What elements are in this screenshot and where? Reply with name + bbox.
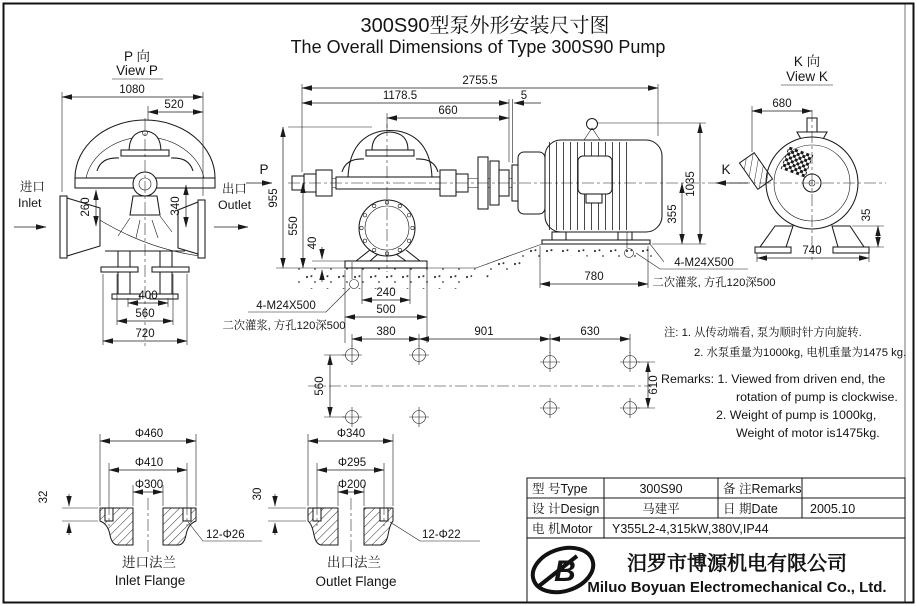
tb-motor-value: Y355L2-4,315kW,380V,IP44 bbox=[612, 522, 769, 536]
dim-35: 35 bbox=[861, 208, 873, 222]
dim-total-length: 2755.5 bbox=[462, 75, 498, 87]
tb-type-label: 型 号Type bbox=[532, 482, 588, 496]
drawing-title bbox=[291, 14, 666, 57]
dim-vp-520: 520 bbox=[164, 99, 184, 111]
dim-610-plan: 610 bbox=[648, 375, 660, 395]
view-p-label-zh: P 向 bbox=[123, 49, 151, 64]
tb-remarks-label: 备 注Remarks bbox=[723, 482, 802, 496]
view-p-label-en: View P bbox=[116, 63, 158, 78]
view-p-drawing bbox=[60, 118, 372, 348]
outlet-flange-section bbox=[308, 498, 393, 553]
dim-955: 955 bbox=[268, 188, 280, 208]
grout-left-1: 4-M24X500 bbox=[256, 300, 316, 312]
dim-vp-260: 260 bbox=[80, 197, 92, 217]
dim-550: 550 bbox=[288, 216, 300, 236]
view-k-drawing bbox=[738, 110, 886, 260]
dim-1035: 1035 bbox=[685, 171, 697, 197]
dim-gap-5: 5 bbox=[520, 90, 528, 102]
dim-vp-720: 720 bbox=[135, 328, 155, 340]
dim-inlet-bore: Φ300 bbox=[134, 479, 164, 491]
logo-letter: B bbox=[554, 555, 576, 588]
dim-vp-560: 560 bbox=[135, 308, 155, 320]
view-k-label-en: View K bbox=[786, 69, 828, 84]
inlet-holes-label: 12-Φ26 bbox=[206, 529, 245, 541]
foundation-concrete bbox=[276, 244, 664, 289]
grout-right-1: 4-M24X500 bbox=[674, 257, 734, 269]
dim-240: 240 bbox=[376, 287, 396, 299]
dim-380: 380 bbox=[376, 326, 396, 338]
dim-40: 40 bbox=[307, 236, 319, 250]
grout-note-left bbox=[222, 288, 350, 332]
dim-500: 500 bbox=[376, 304, 396, 316]
dim-560-plan: 560 bbox=[314, 376, 326, 396]
inlet-label-zh: 进口 bbox=[20, 180, 45, 194]
dim-vp-1080: 1080 bbox=[119, 84, 145, 96]
inlet-flange-detail bbox=[38, 428, 262, 588]
dim-vp-340: 340 bbox=[170, 196, 182, 216]
note-en-4: Weight of motor is1475kg. bbox=[736, 426, 880, 440]
dim-inlet-outer: Φ460 bbox=[134, 428, 164, 440]
company-block bbox=[527, 538, 905, 602]
note-en-1: Remarks: 1. Viewed from driven end, the bbox=[661, 372, 886, 386]
note-zh-2: 2. 水泵重量为1000kg, 电机重量为1475 kg. bbox=[694, 347, 907, 359]
outlet-label-zh: 出口 bbox=[222, 182, 247, 196]
inlet-flange-section bbox=[100, 498, 196, 553]
note-en-2: rotation of pump is clockwise. bbox=[736, 390, 898, 404]
dim-pump-length: 1178.5 bbox=[382, 90, 418, 102]
dim-740: 740 bbox=[802, 245, 822, 257]
outlet-flange-label-en: Outlet Flange bbox=[315, 574, 397, 589]
dim-780: 780 bbox=[584, 271, 604, 283]
dim-outlet-outer: Φ340 bbox=[336, 428, 366, 440]
tb-design-label: 设 计Design bbox=[532, 502, 600, 516]
note-en-3: 2. Weight of pump is 1000kg, bbox=[716, 408, 877, 422]
title-en: The Overall Dimensions of Type 300S90 Pump bbox=[290, 37, 666, 57]
k-direction-label: K bbox=[721, 162, 731, 177]
notes-block bbox=[661, 325, 906, 440]
dim-outlet-bolt: Φ295 bbox=[337, 457, 367, 469]
tb-date-label: 日 期Date bbox=[723, 502, 778, 516]
view-p bbox=[14, 49, 372, 348]
inlet-flange-label-zh: 进口法兰 bbox=[122, 555, 176, 570]
dim-vp-400: 400 bbox=[138, 290, 158, 302]
dim-outlet-thickness: 30 bbox=[252, 487, 264, 501]
outlet-label-en: Outlet bbox=[218, 198, 252, 212]
title-block bbox=[527, 478, 905, 538]
p-direction-label: P bbox=[259, 162, 269, 177]
dim-660: 660 bbox=[438, 105, 458, 117]
outlet-flange-label-zh: 出口法兰 bbox=[327, 555, 381, 570]
dim-680: 680 bbox=[772, 98, 792, 110]
outlet-flange-detail bbox=[252, 428, 480, 589]
outlet-holes-label: 12-Φ22 bbox=[422, 529, 461, 541]
dim-outlet-bore: Φ200 bbox=[337, 479, 367, 491]
tb-design-value: 马建平 bbox=[642, 502, 680, 516]
company-name-en: Miluo Boyuan Electromechanical Co., Ltd. bbox=[587, 579, 887, 596]
grout-right-2: 二次灌浆, 方孔120深500 bbox=[652, 277, 776, 289]
tb-type-value: 300S90 bbox=[639, 482, 683, 496]
company-name-zh: 汨罗市博源机电有限公司 bbox=[627, 553, 847, 575]
inlet-label-en: Inlet bbox=[18, 196, 42, 210]
dim-901: 901 bbox=[474, 326, 494, 338]
inlet-flange-label-en: Inlet Flange bbox=[114, 573, 186, 588]
note-zh-1: 注: 1. 从传动端看, 泵为顺时针方向旋转. bbox=[664, 327, 862, 339]
tb-date-value: 2005.10 bbox=[810, 502, 856, 516]
tb-motor-label: 电 机Motor bbox=[532, 522, 593, 536]
dim-inlet-thickness: 32 bbox=[38, 490, 50, 504]
anchor-bolt-plan bbox=[308, 326, 660, 427]
dim-630: 630 bbox=[580, 326, 600, 338]
dim-355: 355 bbox=[667, 204, 679, 224]
view-k-label-zh: K 向 bbox=[793, 54, 821, 69]
view-k bbox=[738, 54, 886, 262]
grout-left-2: 二次灌浆, 方孔120深500 bbox=[222, 320, 346, 332]
dim-inlet-bolt: Φ410 bbox=[134, 457, 164, 469]
title-zh: 300S90型泵外形安装尺寸图 bbox=[360, 15, 610, 37]
